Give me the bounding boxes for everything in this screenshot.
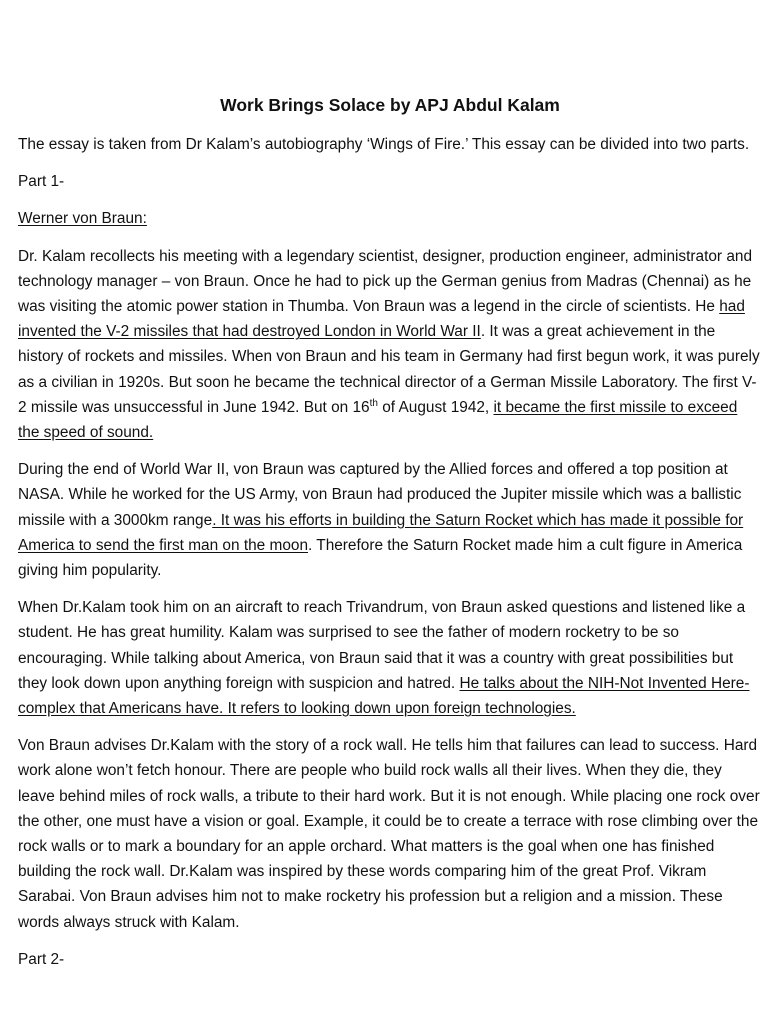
p1-underlined-speed: it became the first missile to exceed the speed of sound.	[18, 398, 738, 442]
part2-heading: Part 2-	[18, 950, 65, 968]
p3-text-a: When Dr.Kalam took him on an aircraft to reach Trivandrum, von Braun asked questions and listened like a student. He has great humility. Kalam was surprised to see the father of modern rocketry to be so encouraging. While talking about America, von Braun said that it was a country with great possibilities but they look down upon anything foreign with suspicion and hatred.	[18, 599, 746, 692]
intro-paragraph: The essay is taken from Dr Kalam’s autobiography ‘Wings of Fire.’ This essay can be divided into two parts.	[18, 136, 750, 153]
p1-text-a: Dr. Kalam recollects his meeting with a legendary scientist, designer, production engineer, administrator and technology manager – von Braun. Once he had to pick up the German genius from Madras (Chennai) as he was visiting the atomic power station in Thumba. Von Braun was a legend in the circle of scientists. He	[18, 247, 753, 316]
p3-underlined-nih: He talks about the NIH-Not Invented Here-complex that Americans have. It refers to looking down upon foreign technologies.	[18, 674, 750, 718]
p1-superscript: th	[369, 397, 378, 409]
p1-underlined-v2: had invented the V-2 missiles that had destroyed London in World War II	[18, 298, 745, 341]
part1-heading: Part 1-	[18, 173, 65, 191]
document-title: Work Brings Solace by APJ Abdul Kalam	[220, 95, 560, 115]
p2-underlined-saturn: . It was his efforts in building the Saturn Rocket which has made it possible for America to send the first man on the moon	[18, 511, 744, 554]
p2-text-a: During the end of World War II, von Braun was captured by the Allied forces and offered a top position at NASA. While he worked for the US Army, von Braun had produced the Jupiter missile which was a ballistic missile with a 3000km range	[18, 461, 742, 529]
p1-text-d: of August 1942,	[377, 398, 494, 416]
document-page	[18, 92, 762, 984]
section-heading-text: Werner von Braun:	[18, 210, 147, 228]
p1-text-c: . It was a great achievement in the history of rockets and missiles. When von Braun and his team in Germany had first begun work, it was purely as a civilian in 1920s. But soon he became the technical director of a German Missile Laboratory. The first V-2 missile was unsuccessful in June 1942. But on 16	[18, 323, 760, 416]
paragraph-trivandrum	[18, 595, 762, 721]
section-heading	[18, 206, 762, 231]
paragraph-nasa	[18, 457, 762, 583]
paragraph-rock-wall: Von Braun advises Dr.Kalam with the story of a rock wall. He tells him that failures can lead to success. Hard work alone won’t fetch honour. There are people who build rock walls all their lives. When they die, they leave behind miles of rock walls, a tribute to their hard work. But it is not enough. While placing one rock over the other, one must have a vision or goal. Example, it could be to create a terrace with rose climbing over the rock walls or to mark a boundary for an apple orchard. What matters is the goal when one has finished building the rock wall. Dr.Kalam was inspired by these words comparing him of the great Prof. Vikram Sarabai. Von Braun advises him not to make rocketry his profession but a religion and a mission. These words always struck with Kalam.	[18, 737, 760, 931]
paragraph-von-braun-intro	[18, 244, 762, 446]
p2-text-c: . Therefore the Saturn Rocket made him a cult figure in America giving him popularity.	[18, 536, 743, 580]
